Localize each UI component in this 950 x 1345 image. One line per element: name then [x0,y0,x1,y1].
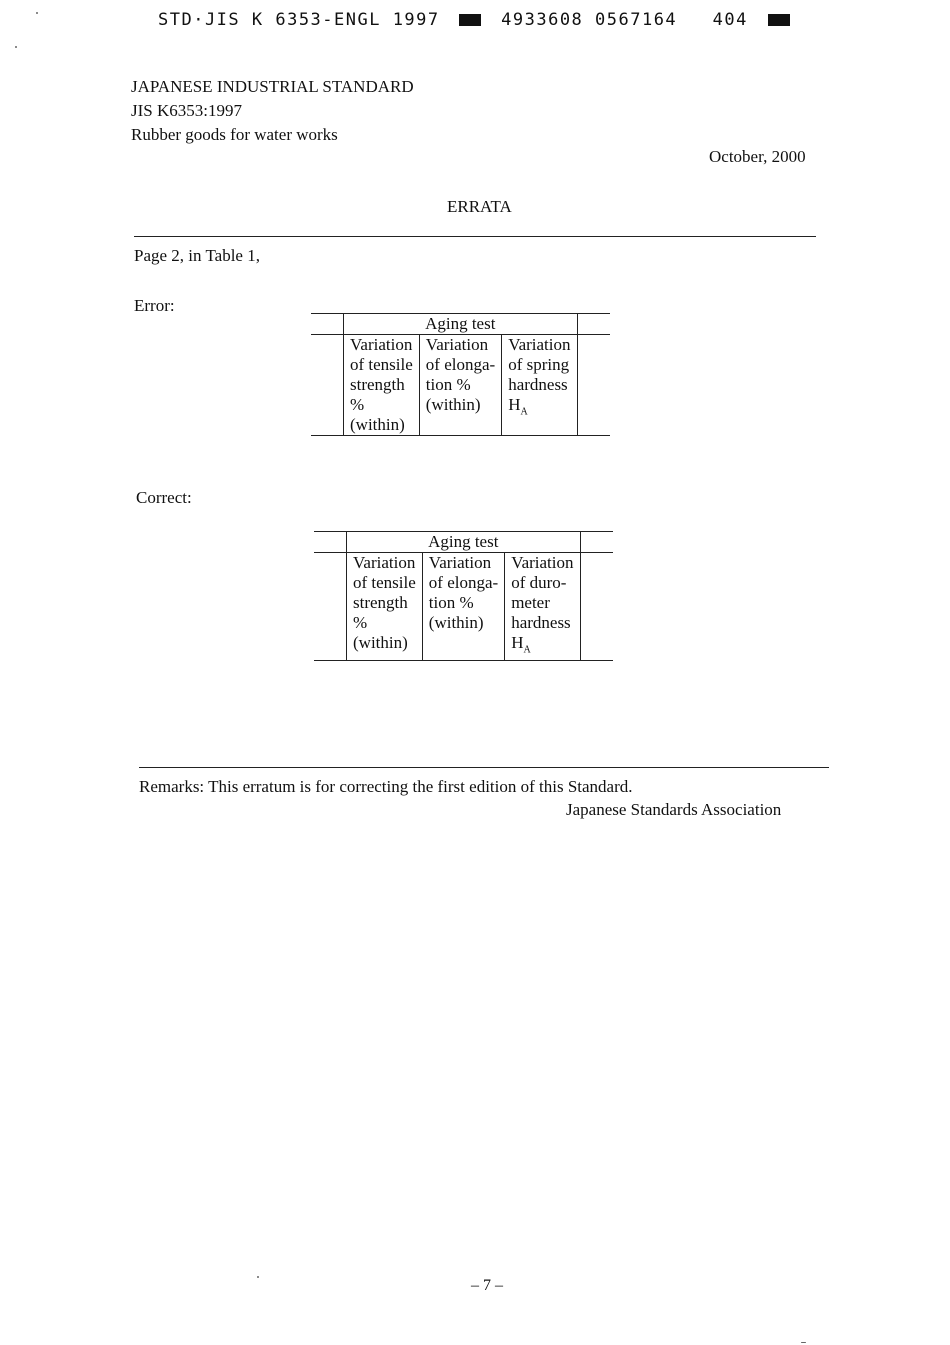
page-number: – 7 – [471,1277,503,1294]
org-line: JAPANESE INDUSTRIAL STANDARD [131,77,414,96]
correct-col-hardness: Variation of duro- meter hardness $H_A$ [505,553,580,661]
heading-rule [134,236,816,237]
scan-speck [257,1276,259,1278]
scan-header-left: STD·JIS K 6353-ENGL 1997 [158,10,440,30]
correct-label: Correct: [136,488,192,507]
scan-speck [15,46,17,48]
remarks-rule [139,767,829,768]
error-table [311,313,610,436]
scan-header-middle: 4933608 0567164 [501,10,678,30]
error-col-elongation: Variation of elonga- tion % (within) [419,335,501,436]
correct-col-elongation: Variation of elonga- tion % (within) [422,553,504,661]
correct-col-tensile: Variation of tensile strength % (within) [347,553,423,661]
error-label: Error: [134,296,175,315]
association-name: Japanese Standards Association [566,800,782,819]
scan-header [158,10,798,30]
error-col-tensile: Variation of tensile strength % (within) [344,335,420,436]
errata-location: Page 2, in Table 1, [134,246,260,265]
correct-table [314,531,613,661]
scan-speck [36,12,38,14]
redaction-block [768,14,790,26]
scan-speck [801,1342,806,1343]
standard-title: Rubber goods for water works [131,125,338,144]
scan-header-right: 404 [712,10,748,30]
standard-number: JIS K6353:1997 [131,101,242,120]
page-heading: ERRATA [447,197,512,216]
errata-date: October, 2000 [709,147,806,166]
correct-caption: Aging test [347,532,581,553]
remarks-text: Remarks: This erratum is for correcting the first edition of this Standard. [139,777,633,796]
error-caption: Aging test [344,314,578,335]
redaction-block [459,14,481,26]
error-col-hardness: Variation of spring hardness $H_A$ [502,335,577,436]
